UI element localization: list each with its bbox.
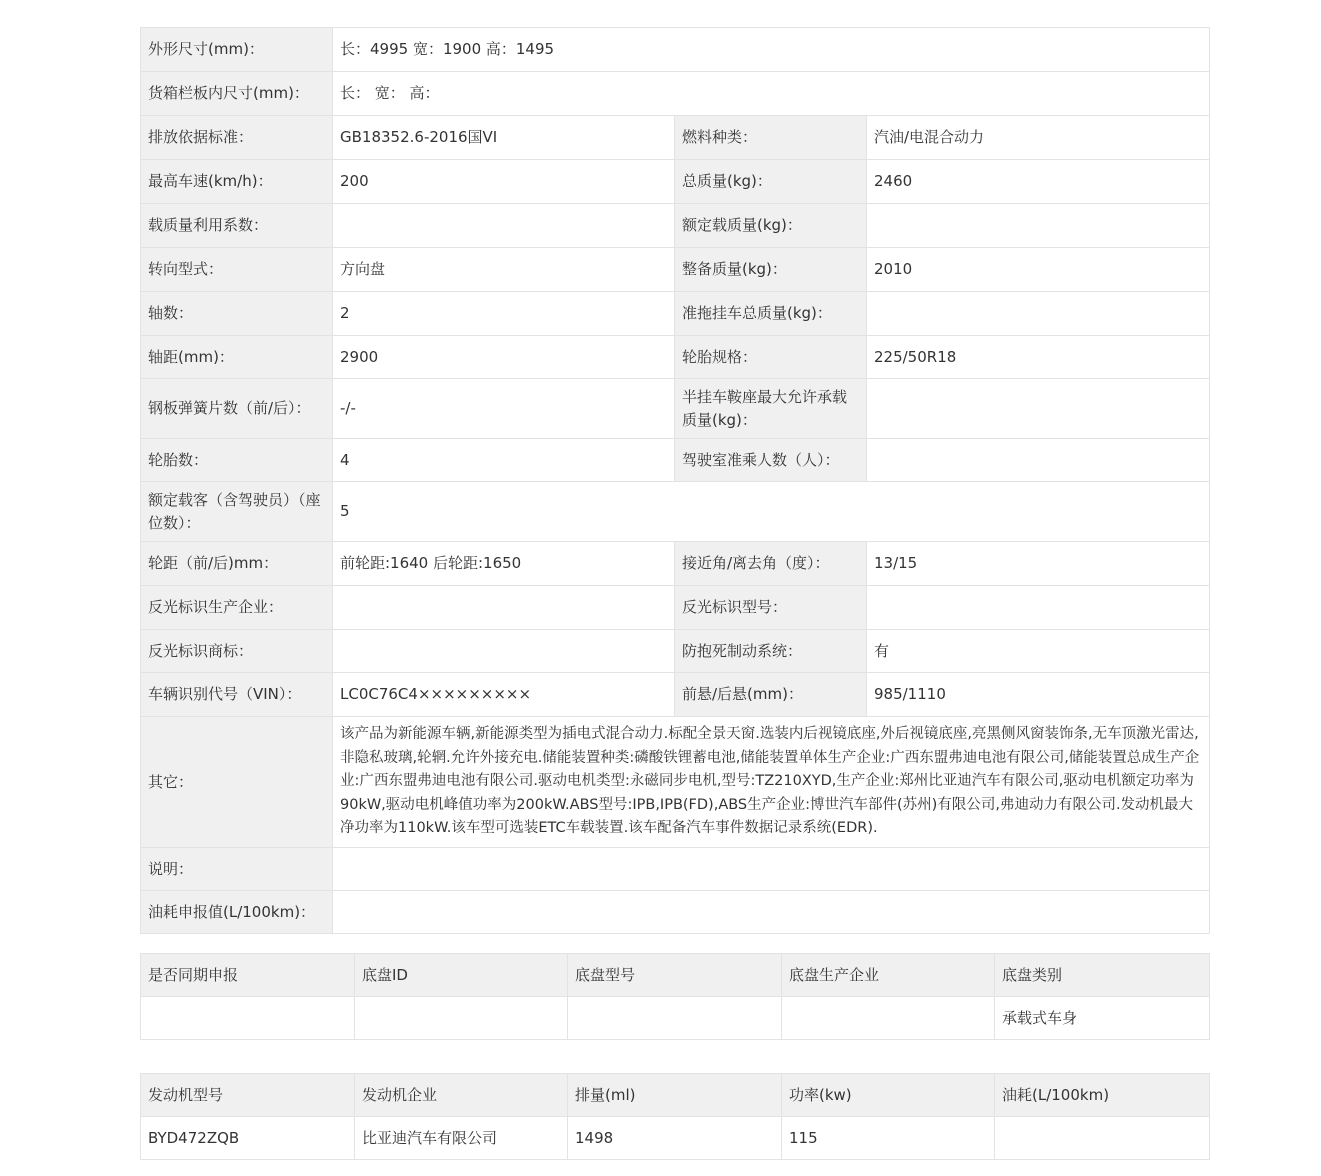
engine-model-cell: BYD472ZQB bbox=[141, 1117, 355, 1160]
trailer-mass-label: 准拖挂车总质量(kg)： bbox=[675, 292, 867, 336]
leaf-springs-value: -/- bbox=[333, 379, 675, 439]
axles-value: 2 bbox=[333, 292, 675, 336]
saddle-load-value bbox=[867, 379, 1210, 439]
reflector-maker-label: 反光标识生产企业： bbox=[141, 586, 333, 630]
tire-count-label: 轮胎数： bbox=[141, 439, 333, 482]
total-mass-label: 总质量(kg)： bbox=[675, 160, 867, 204]
other-label: 其它： bbox=[141, 717, 333, 848]
cargo-box-label: 货箱栏板内尺寸(mm)： bbox=[141, 72, 333, 116]
abs-value: 有 bbox=[867, 630, 1210, 673]
chassis-header-type: 底盘类别 bbox=[995, 954, 1210, 997]
engine-header-displacement: 排量(ml) bbox=[568, 1074, 782, 1117]
other-value: 该产品为新能源车辆,新能源类型为插电式混合动力.标配全景天窗.选装内后视镜底座,外后视镜底座,亮黑侧风窗装饰条,无车顶激光雷达,非隐私玻璃,轮辋.允许外接充电.储能装置种类:磷酸铁锂蓄电池,储能装置单体生产企业:广西东盟弗迪电池有限公司,储能装置总成生产企业:广西东盟弗迪电池有限公司.驱动电机类型:永磁同步电机,型号:TZ210XYD,生产企业:郑州比亚迪汽车有限公司,驱动电机额定功率为90kW,驱动电机峰值功率为200kW.ABS型号:IPB,IPB(FD),ABS生产企业:博世汽车部件(苏州)有限公司,弗迪动力有限公司.发动机最大净功率为110kW.该车型可选装ETC车载装置.该车配备汽车事件数据记录系统(EDR). bbox=[333, 717, 1210, 848]
reflector-brand-label: 反光标识商标： bbox=[141, 630, 333, 673]
engine-displacement-cell: 1498 bbox=[568, 1117, 782, 1160]
fuel-type-value: 汽油/电混合动力 bbox=[867, 116, 1210, 160]
reflector-model-label: 反光标识型号： bbox=[675, 586, 867, 630]
spec-row-axles bbox=[141, 292, 1210, 336]
approach-departure-label: 接近角/离去角（度）： bbox=[675, 542, 867, 586]
engine-table bbox=[140, 1073, 1210, 1160]
emission-standard-value: GB18352.6-2016国VI bbox=[333, 116, 675, 160]
chassis-id-cell bbox=[355, 997, 568, 1040]
chassis-maker-cell bbox=[782, 997, 995, 1040]
spec-row-fuel-consumption bbox=[141, 891, 1210, 934]
dimensions-label: 外形尺寸(mm)： bbox=[141, 28, 333, 72]
rated-passengers-value: 5 bbox=[333, 482, 1210, 542]
wheelbase-value: 2900 bbox=[333, 336, 675, 379]
abs-label: 防抱死制动系统： bbox=[675, 630, 867, 673]
table-row bbox=[141, 997, 1210, 1040]
saddle-load-label: 半挂车鞍座最大允许承载质量(kg)： bbox=[675, 379, 867, 439]
cargo-box-value: 长： 宽： 高： bbox=[333, 72, 1210, 116]
max-speed-value: 200 bbox=[333, 160, 675, 204]
steering-label: 转向型式： bbox=[141, 248, 333, 292]
chassis-table bbox=[140, 953, 1210, 1040]
vin-label: 车辆识别代号（VIN）： bbox=[141, 673, 333, 717]
total-mass-value: 2460 bbox=[867, 160, 1210, 204]
spec-row-emission bbox=[141, 116, 1210, 160]
reflector-model-value bbox=[867, 586, 1210, 630]
spec-row-vin bbox=[141, 673, 1210, 717]
fuel-consumption-value bbox=[333, 891, 1210, 934]
vin-value: LC0C76C4××××××××× bbox=[333, 673, 675, 717]
spec-row-dimensions bbox=[141, 28, 1210, 72]
chassis-header-sync: 是否同期申报 bbox=[141, 954, 355, 997]
spec-row-cargo-box bbox=[141, 72, 1210, 116]
engine-header-maker: 发动机企业 bbox=[355, 1074, 568, 1117]
tire-spec-value: 225/50R18 bbox=[867, 336, 1210, 379]
overhang-value: 985/1110 bbox=[867, 673, 1210, 717]
overhang-label: 前悬/后悬(mm)： bbox=[675, 673, 867, 717]
tire-count-value: 4 bbox=[333, 439, 675, 482]
spec-row-brand-abs bbox=[141, 630, 1210, 673]
load-factor-label: 载质量利用系数： bbox=[141, 204, 333, 248]
chassis-header-row bbox=[141, 954, 1210, 997]
table-row bbox=[141, 1117, 1210, 1160]
rated-load-value bbox=[867, 204, 1210, 248]
engine-maker-cell: 比亚迪汽车有限公司 bbox=[355, 1117, 568, 1160]
track-label: 轮距（前/后)mm： bbox=[141, 542, 333, 586]
reflector-brand-value bbox=[333, 630, 675, 673]
chassis-type-cell: 承载式车身 bbox=[995, 997, 1210, 1040]
emission-standard-label: 排放依据标准： bbox=[141, 116, 333, 160]
engine-header-fuel: 油耗(L/100km) bbox=[995, 1074, 1210, 1117]
engine-header-row bbox=[141, 1074, 1210, 1117]
spec-row-passengers bbox=[141, 482, 1210, 542]
axles-label: 轴数： bbox=[141, 292, 333, 336]
spec-row-wheelbase bbox=[141, 336, 1210, 379]
note-label: 说明： bbox=[141, 848, 333, 891]
rated-passengers-label: 额定载客（含驾驶员）（座位数）： bbox=[141, 482, 333, 542]
chassis-header-model: 底盘型号 bbox=[568, 954, 782, 997]
spec-row-speed bbox=[141, 160, 1210, 204]
wheelbase-label: 轴距(mm)： bbox=[141, 336, 333, 379]
dimensions-value: 长：4995 宽：1900 高：1495 bbox=[333, 28, 1210, 72]
track-value: 前轮距:1640 后轮距:1650 bbox=[333, 542, 675, 586]
leaf-springs-label: 钢板弹簧片数（前/后）： bbox=[141, 379, 333, 439]
max-speed-label: 最高车速(km/h)： bbox=[141, 160, 333, 204]
spec-row-track bbox=[141, 542, 1210, 586]
chassis-header-id: 底盘ID bbox=[355, 954, 568, 997]
tire-spec-label: 轮胎规格： bbox=[675, 336, 867, 379]
spec-row-other bbox=[141, 717, 1210, 848]
note-value bbox=[333, 848, 1210, 891]
curb-mass-value: 2010 bbox=[867, 248, 1210, 292]
engine-header-power: 功率(kw) bbox=[782, 1074, 995, 1117]
engine-power-cell: 115 bbox=[782, 1117, 995, 1160]
engine-fuel-cell bbox=[995, 1117, 1210, 1160]
fuel-type-label: 燃料种类： bbox=[675, 116, 867, 160]
steering-value: 方向盘 bbox=[333, 248, 675, 292]
chassis-sync-cell bbox=[141, 997, 355, 1040]
engine-header-model: 发动机型号 bbox=[141, 1074, 355, 1117]
fuel-consumption-label: 油耗申报值(L/100km)： bbox=[141, 891, 333, 934]
spec-row-note bbox=[141, 848, 1210, 891]
load-factor-value bbox=[333, 204, 675, 248]
curb-mass-label: 整备质量(kg)： bbox=[675, 248, 867, 292]
chassis-model-cell bbox=[568, 997, 782, 1040]
reflector-maker-value bbox=[333, 586, 675, 630]
rated-load-label: 额定载质量(kg)： bbox=[675, 204, 867, 248]
vehicle-spec-table bbox=[140, 27, 1210, 934]
trailer-mass-value bbox=[867, 292, 1210, 336]
cab-passengers-label: 驾驶室准乘人数（人）： bbox=[675, 439, 867, 482]
spec-row-load bbox=[141, 204, 1210, 248]
cab-passengers-value bbox=[867, 439, 1210, 482]
spec-row-steering bbox=[141, 248, 1210, 292]
approach-departure-value: 13/15 bbox=[867, 542, 1210, 586]
spec-row-springs bbox=[141, 379, 1210, 439]
chassis-header-maker: 底盘生产企业 bbox=[782, 954, 995, 997]
spec-row-reflector bbox=[141, 586, 1210, 630]
spec-row-tires bbox=[141, 439, 1210, 482]
